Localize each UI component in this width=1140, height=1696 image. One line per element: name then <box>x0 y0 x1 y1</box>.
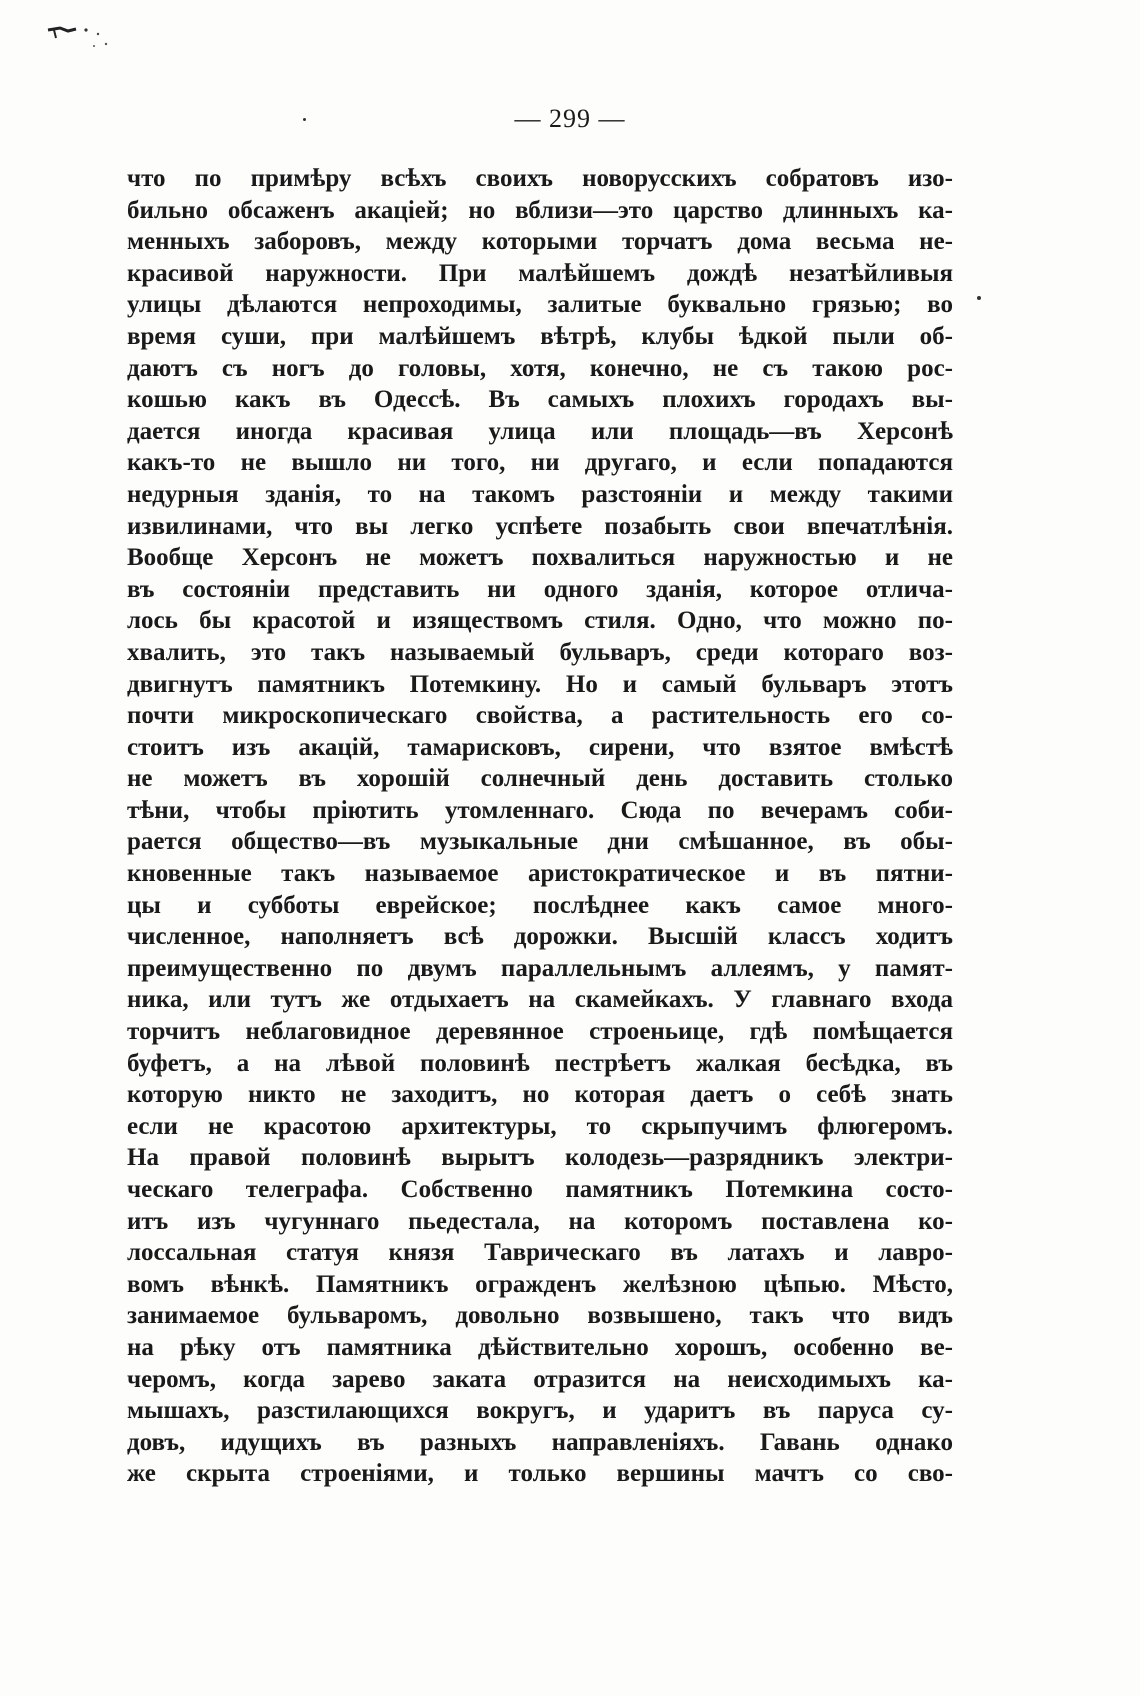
text-line: цы и субботы еврейское; послѣднее какъ самое много- <box>127 891 953 919</box>
scan-speck <box>977 296 981 300</box>
text-line: торчитъ неблаговидное деревянное строеньице, гдѣ помѣщается <box>127 1018 953 1046</box>
text-line: красивой наружности. При малѣйшемъ дождѣ незатѣйливыя <box>127 259 953 287</box>
text-line: улицы дѣлаются непроходимы, залитые буквально грязью; во <box>127 291 953 319</box>
text-line: какъ-то не вышло ни того, ни другаго, и если попадаются <box>127 449 953 477</box>
text-line: бильно обсаженъ акаціей; но вблизи—это царство длинныхъ ка- <box>127 196 953 224</box>
text-line: ника, или тутъ же отдыхаетъ на скамейкахъ. У главнаго входа <box>127 986 953 1014</box>
scan-artifact-mark <box>46 22 116 48</box>
text-line: же скрыта строеніями, и только вершины мачтъ со сво- <box>127 1460 953 1488</box>
text-line: численное, наполняетъ всѣ дорожки. Высшій классъ ходитъ <box>127 923 953 951</box>
text-line: стоитъ изъ акацій, тамарисковъ, сирени, что взятое вмѣстѣ <box>127 733 953 761</box>
text-line: лоссальная статуя князя Таврическаго въ латахъ и лавро- <box>127 1239 953 1267</box>
text-line: тѣни, чтобы пріютить утомленнаго. Сюда по вечерамъ соби- <box>127 796 953 824</box>
text-line: менныхъ заборовъ, между которыми торчатъ дома весьма не- <box>127 228 953 256</box>
text-line: недурныя зданія, то на такомъ разстояніи и между такими <box>127 480 953 508</box>
text-line: если не красотою архитектуры, то скрыпучимъ флюгеромъ. <box>127 1112 953 1140</box>
text-line: кошью какъ въ Одессѣ. Въ самыхъ плохихъ городахъ вы- <box>127 386 953 414</box>
text-line: время суши, при малѣйшемъ вѣтрѣ, клубы ѣдкой пыли об- <box>127 322 953 350</box>
text-line: черомъ, когда зарево заката отразится на неисходимыхъ ка- <box>127 1365 953 1393</box>
text-line: вомъ вѣнкѣ. Памятникъ огражденъ желѣзною цѣпью. Мѣсто, <box>127 1270 953 1298</box>
page-number: — 299 — <box>514 104 626 133</box>
text-line: даютъ съ ногъ до головы, хотя, конечно, не съ такою рос- <box>127 354 953 382</box>
text-line: мышахъ, разстилающихся вокругъ, и ударитъ въ паруса су- <box>127 1397 953 1425</box>
body-text <box>127 163 953 1490</box>
text-line: въ состояніи представить ни одного зданія, которое отлича- <box>127 575 953 603</box>
text-line: На правой половинѣ вырытъ колодезь—разрядникъ электри- <box>127 1144 953 1172</box>
text-line: что по примѣру всѣхъ своихъ новорусскихъ собратовъ изо- <box>127 165 953 192</box>
text-line: дается иногда красивая улица или площадь—въ Херсонѣ <box>127 417 953 445</box>
text-line: извилинами, что вы легко успѣете позабыть свои впечатлѣнія. <box>127 512 953 540</box>
text-line: кновенные такъ называемое аристократическое и въ пятни- <box>127 860 953 888</box>
text-line: преимущественно по двумъ параллельнымъ аллеямъ, у памят- <box>127 954 953 982</box>
text-line: Вообще Херсонъ не можетъ похвалиться наружностью и не <box>127 544 953 572</box>
text-line: двигнутъ памятникъ Потемкину. Но и самый бульваръ этотъ <box>127 670 953 698</box>
text-line: итъ изъ чугуннаго пьедестала, на которомъ поставлена ко- <box>127 1207 953 1235</box>
text-line: почти микроскопическаго свойства, а растительность его со- <box>127 702 953 730</box>
text-line: довъ, идущихъ въ разныхъ направленіяхъ. Гавань однако <box>127 1428 953 1456</box>
text-line: на рѣку отъ памятника дѣйствительно хорошъ, особенно ве- <box>127 1333 953 1361</box>
text-line: рается общество—въ музыкальные дни смѣшанное, въ обы- <box>127 828 953 856</box>
text-line: занимаемое бульваромъ, довольно возвышено, такъ что видъ <box>127 1302 953 1330</box>
text-line: хвалить, это такъ называемый бульваръ, среди котораго воз- <box>127 638 953 666</box>
text-line: не можетъ въ хорошій солнечный день доставить столько <box>127 765 953 793</box>
text-line: лось бы красотой и изяществомъ стиля. Одно, что можно по- <box>127 607 953 635</box>
text-line: буфетъ, а на лѣвой половинѣ пестрѣетъ жалкая бесѣдка, въ <box>127 1049 953 1077</box>
text-line: ческаго телеграфа. Собственно памятникъ Потемкина состо- <box>127 1176 953 1203</box>
text-line: которую никто не заходитъ, но которая даетъ о себѣ знать <box>127 1081 953 1109</box>
